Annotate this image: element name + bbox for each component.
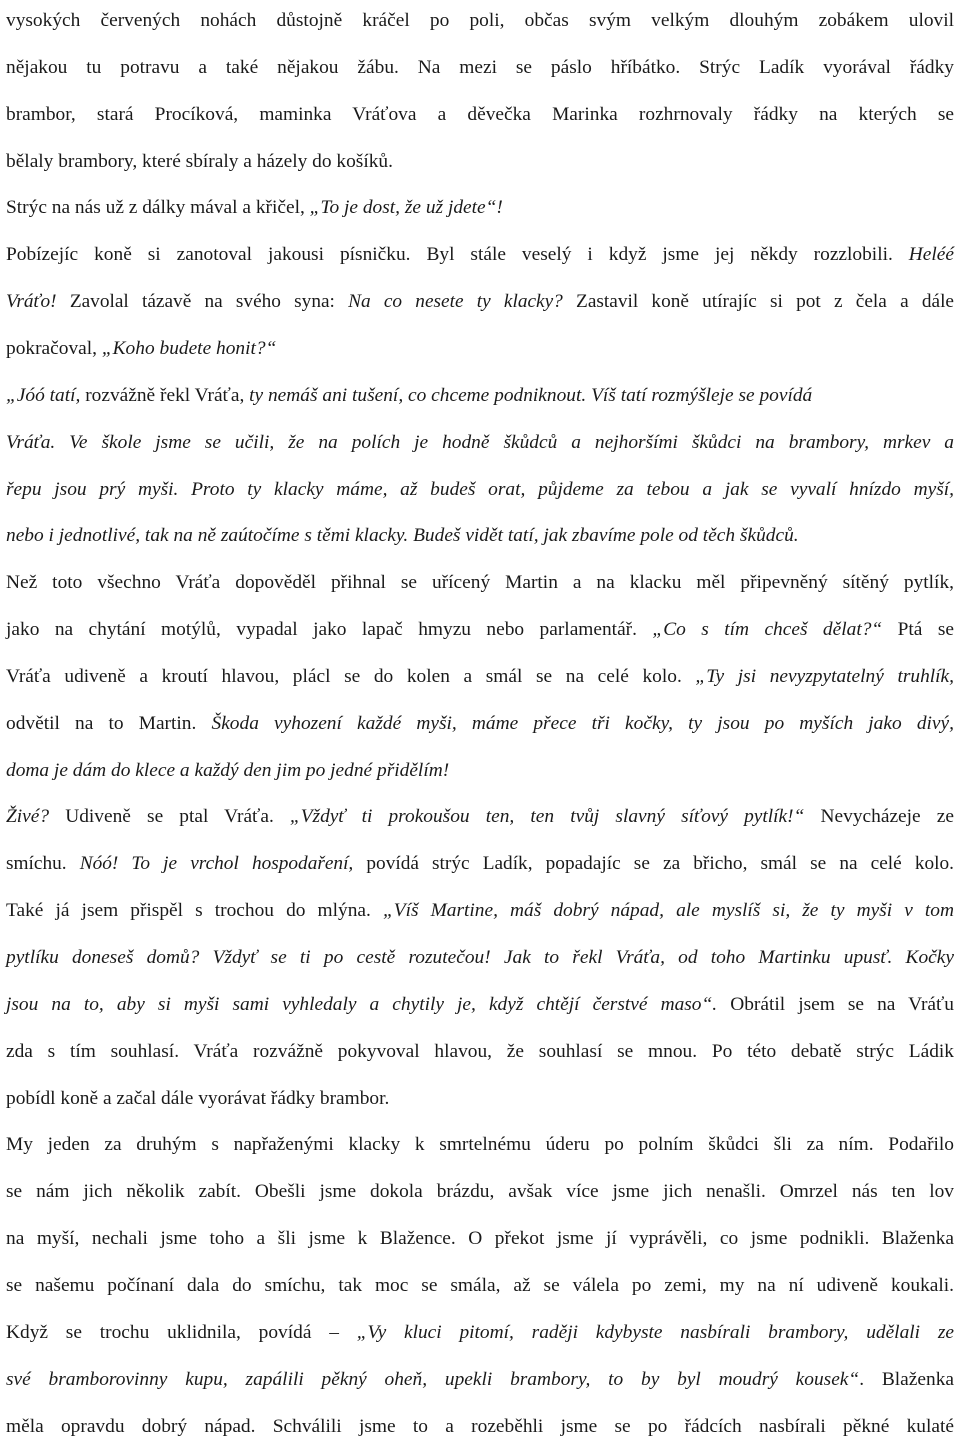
text-segment: odvětil na to Martin. [6, 712, 212, 734]
italic-text: „Víš Martine, máš dobrý nápad, ale myslíš si, že ty myši v tom [382, 900, 954, 922]
italic-text: „Vždyť ti prokoušou ten, ten tvůj slavný síťový pytlík!“ [289, 806, 805, 828]
text-line [6, 896, 954, 926]
text-line [6, 521, 954, 551]
text-line [6, 1271, 954, 1301]
italic-text: své bramborovinny kupu, zapálili pěkný oheň, upekli brambory, to by byl moudrý kousek“ [6, 1368, 860, 1390]
text-line [6, 428, 954, 458]
text-line [6, 1365, 954, 1395]
italic-text: „Jóó tatí, [6, 384, 81, 406]
text-segment: Pobízejíc koně si zanotoval jakousi písničku. Byl stále veselý i když jsme jej někdy rozzlobili. [6, 244, 909, 266]
text-line [6, 756, 954, 786]
text-segment: bělaly brambory, které sbíraly a házely do košíků. [6, 150, 393, 172]
italic-text: nebo i jednotlivé, tak na ně zaútočíme s těmi klacky. Budeš vidět tatí, jak zbavíme pole od těch škůdců. [6, 525, 799, 547]
text-segment: Strýc na nás už z dálky mával a křičel, [6, 197, 310, 219]
text-line [6, 615, 954, 645]
italic-text: Nóó! To je vrchol hospodaření, [79, 853, 354, 875]
italic-text: Škoda vyhození každé myši, máme přece tři kočky, ty jsou po myších jako divý, [211, 712, 954, 734]
italic-text: ty nemáš ani tušení, co chceme podniknout. Víš tatí rozmýšleje se povídá [249, 384, 813, 406]
text-segment: nějakou tu potravu a také nějakou žábu. Na mezi se páslo hříbátko. Strýc Ladík vyorával řádky [6, 56, 954, 78]
text-line [6, 475, 954, 505]
text-segment: Vráťa udiveně a kroutí hlavou, plácl se do kolen a smál se na celé kolo. [6, 665, 696, 687]
italic-text: „Co s tím chceš dělat?“ [652, 619, 883, 641]
text-segment: zda s tím souhlasí. Vráťa rozvážně pokyvoval hlavou, že souhlasí se mnou. Po této debatě strýc Ládik [6, 1040, 954, 1062]
text-segment: povídá strýc Ladík, popadajíc se za břicho, smál se na celé kolo. [353, 853, 954, 875]
italic-text: doma je dám do klece a každý den jim po jedné přidělím! [6, 759, 450, 781]
text-line [6, 662, 954, 692]
text-line [6, 802, 954, 832]
text-segment: jako na chytání motýlů, vypadal jako lapač hmyzu nebo parlamentář. [6, 619, 653, 641]
text-segment: . Blaženka [859, 1368, 954, 1390]
text-line [6, 381, 954, 411]
text-segment: Také já jsem přispěl s trochou do mlýna. [6, 900, 383, 922]
italic-text: Heléé [908, 244, 954, 266]
italic-text: Živé? [6, 806, 50, 828]
text-line [6, 100, 954, 130]
text-segment: pobídl koně a začal dále vyorávat řádky brambor. [6, 1087, 390, 1109]
italic-text: jsou na to, aby si myši sami vyhledaly a chytily je, když chtějí čerstvé maso“. [6, 993, 718, 1015]
italic-text: pytlíku doneseš domů? Vždyť se ti po cestě rozutečou! Jak to řekl Vráťa, od toho Martinku upusť. Kočky [6, 947, 954, 968]
text-line [6, 849, 954, 879]
text-segment: Nevycházeje ze [804, 806, 954, 828]
text-line [6, 240, 954, 270]
text-segment: smíchu. [6, 853, 80, 875]
text-segment: Zavolal tázavě na svého syna: [56, 291, 349, 313]
text-segment: Ptá se [882, 619, 954, 641]
text-line [6, 53, 954, 83]
text-line [6, 709, 954, 739]
text-segment: Udiveně se ptal Vráťa. [49, 806, 290, 828]
text-line [6, 193, 954, 223]
italic-text: „Vy kluci pitomí, raději kdybyste nasbírali brambory, udělali ze [356, 1321, 954, 1343]
text-segment: Obrátil jsem se na Vráťu [717, 993, 954, 1015]
text-line [6, 1084, 954, 1114]
text-line [6, 1412, 954, 1442]
text-segment: se nám jich několik zabít. Obešli jsme dokola brázdu, avšak více jsme jich nenašli. Omrzel nás ten lov [6, 1181, 954, 1203]
text-segment: Zastavil koně utírajíc si pot z čela a dále [562, 291, 954, 313]
text-line [6, 943, 954, 973]
text-line [6, 334, 954, 364]
italic-text: Na co nesete ty klacky? [348, 291, 563, 313]
italic-text: Vráťa. Ve škole jsme se učili, že na polích je hodně škůdců a nejhoršími škůdci na brambory, mrkev a [6, 431, 954, 453]
text-segment: měla opravdu dobrý nápad. Schválili jsme to a rozeběhli jsme se po řádcích nasbírali pěkné kulaté [6, 1415, 954, 1437]
text-line [6, 1318, 954, 1348]
italic-text: „To je dost, že už jdete“! [309, 197, 503, 219]
text-line [6, 147, 954, 177]
text-line [6, 568, 954, 598]
text-segment: se našemu počínaní dala do smíchu, tak moc se smála, až se válela po zemi, my na ní udiveně koukali. [6, 1274, 954, 1296]
text-line [6, 1177, 954, 1207]
text-segment: Než toto všechno Vráťa dopověděl přihnal se uřícený Martin a na klacku měl připevněný sítěný pytlík, [6, 572, 954, 594]
text-line [6, 1037, 954, 1067]
text-segment: rozvážně řekl Vráťa, [80, 384, 250, 406]
text-line [6, 1224, 954, 1254]
text-line [6, 6, 954, 36]
text-segment: My jeden za druhým s napřaženými klacky k smrtelnému úderu po polním škůdci šli za ním. Podařilo [6, 1134, 954, 1156]
text-segment: brambor, stará Procíková, maminka Vráťova a děvečka Marinka rozhrnovaly řádky na kterých se [6, 103, 954, 125]
text-line [6, 990, 954, 1020]
text-segment: na myší, nechali jsme toho a šli jsme k Blažence. O překot jsme jí vyprávěli, co jsme podnikli. Blaženka [6, 1228, 954, 1250]
italic-text: řepu jsou prý myši. Proto ty klacky máme, až budeš orat, půjdeme za tebou a jak se vyvalí hnízdo myší, [6, 478, 954, 500]
italic-text: „Ty jsi nevyzpytatelný truhlík, [695, 665, 954, 687]
italic-text: Vráťo! [6, 291, 57, 313]
text-segment: pokračoval, [6, 337, 102, 359]
italic-text: „Koho budete honit?“ [101, 337, 277, 359]
text-line [6, 287, 954, 317]
text-line [6, 1130, 954, 1160]
text-segment: Když se trochu uklidnila, povídá – [6, 1321, 357, 1343]
text-segment: vysokých červených nohách důstojně kráčel po poli, občas svým velkým dlouhým zobákem ulovil [6, 10, 954, 31]
